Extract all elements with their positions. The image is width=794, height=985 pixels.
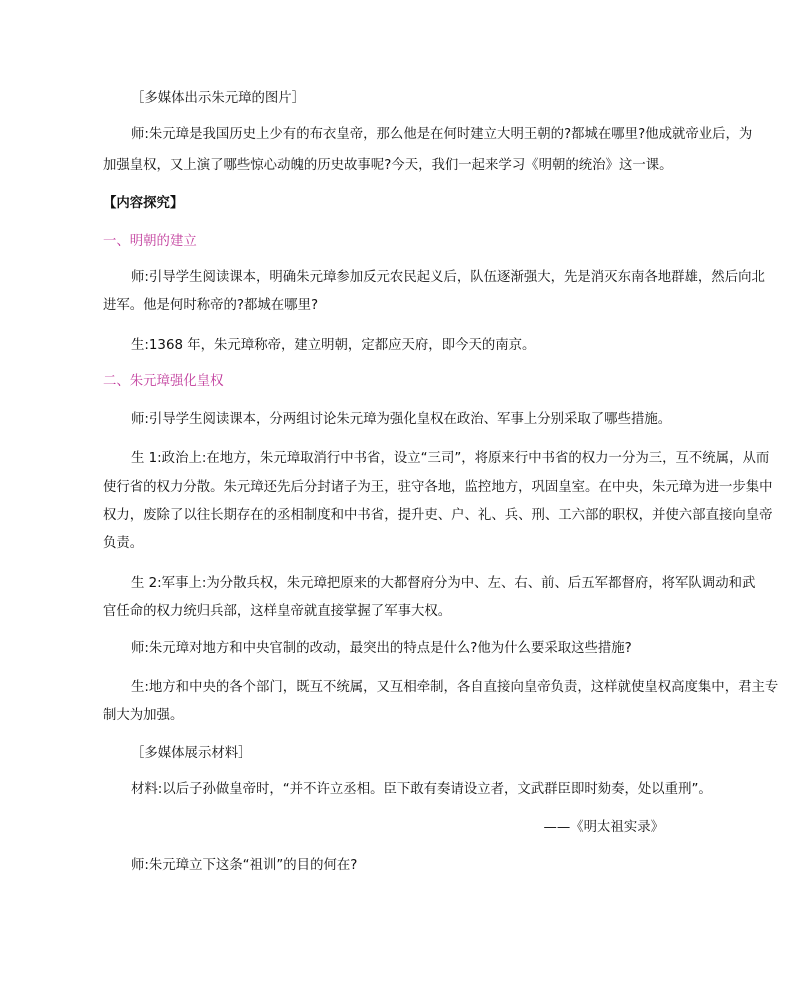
subsection-heading-2: 二、朱元璋强化皇权: [103, 374, 224, 389]
teacher-guide-2: 师:引导学生阅读课本，分两组讨论朱元璋为强化皇权在政治、军事上分别采取了哪些措施。: [131, 412, 672, 427]
material-quote: 材料:以后子孙做皇帝时，“并不许立丞相。臣下敢有奏请设立者，文武群臣即时劾奏，处以重刑”。: [131, 782, 712, 797]
student1-line-3: 权力，废除了以往长期存在的丞相制度和中书省，提升吏、户、礼、兵、刑、工六部的职权，并使六部直接向皇帝: [103, 508, 773, 523]
teacher-guide-1-line-1: 师:引导学生阅读课本，明确朱元璋参加反元农民起义后，队伍逐渐强大，先是消灭东南各地群雄，然后向北: [131, 270, 765, 285]
student-answer-2-line-2: 制大为加强。: [103, 708, 184, 723]
multimedia-note-1: ［多媒体出示朱元璋的图片］: [131, 91, 306, 106]
teacher-final-question: 师:朱元璋立下这条“祖训”的目的何在?: [131, 858, 358, 873]
student2-line-1: 生 2:军事上:为分散兵权，朱元璋把原来的大都督府分为中、左、右、前、后五军都督府，将军队调动和武: [131, 576, 756, 591]
student-answer-1: 生:1368 年，朱元璋称帝，建立明朝，定都应天府，即今天的南京。: [131, 338, 536, 353]
student2-line-2: 官任命的权力统归兵部，这样皇帝就直接掌握了军事大权。: [103, 604, 452, 619]
teacher-guide-1-line-2: 进军。他是何时称帝的?都城在哪里?: [103, 298, 319, 313]
subsection-heading-1: 一、明朝的建立: [103, 234, 197, 249]
student-answer-2-line-1: 生:地方和中央的各个部门，既互不统属，又互相牵制，各自直接向皇帝负责，这样就使皇权高度集中，君主专: [131, 680, 779, 695]
teacher-question: 师:朱元璋对地方和中央官制的改动，最突出的特点是什么?他为什么要采取这些措施?: [131, 641, 632, 656]
teacher-intro-line-1: 师:朱元璋是我国历史上少有的布衣皇帝，那么他是在何时建立大明王朝的?都城在哪里?他成就帝业后，为: [131, 127, 753, 142]
student1-line-4: 负责。: [103, 536, 144, 551]
multimedia-note-2: ［多媒体展示材料］: [131, 746, 252, 761]
section-heading-content: 【内容探究】: [103, 196, 184, 211]
quote-source: ——《明太祖实录》: [543, 820, 664, 835]
teacher-intro-line-2: 加强皇权，又上演了哪些惊心动魄的历史故事呢?今天，我们一起来学习《明朝的统治》这一课。: [103, 158, 673, 173]
student1-line-2: 使行省的权力分散。朱元璋还先后分封诸子为王，驻守各地，监控地方，巩固皇室。在中央，朱元璋为进一步集中: [103, 480, 773, 495]
student1-line-1: 生 1:政治上:在地方，朱元璋取消行中书省，设立“三司”，将原来行中书省的权力一分为三，互不统属，从而: [131, 451, 770, 466]
